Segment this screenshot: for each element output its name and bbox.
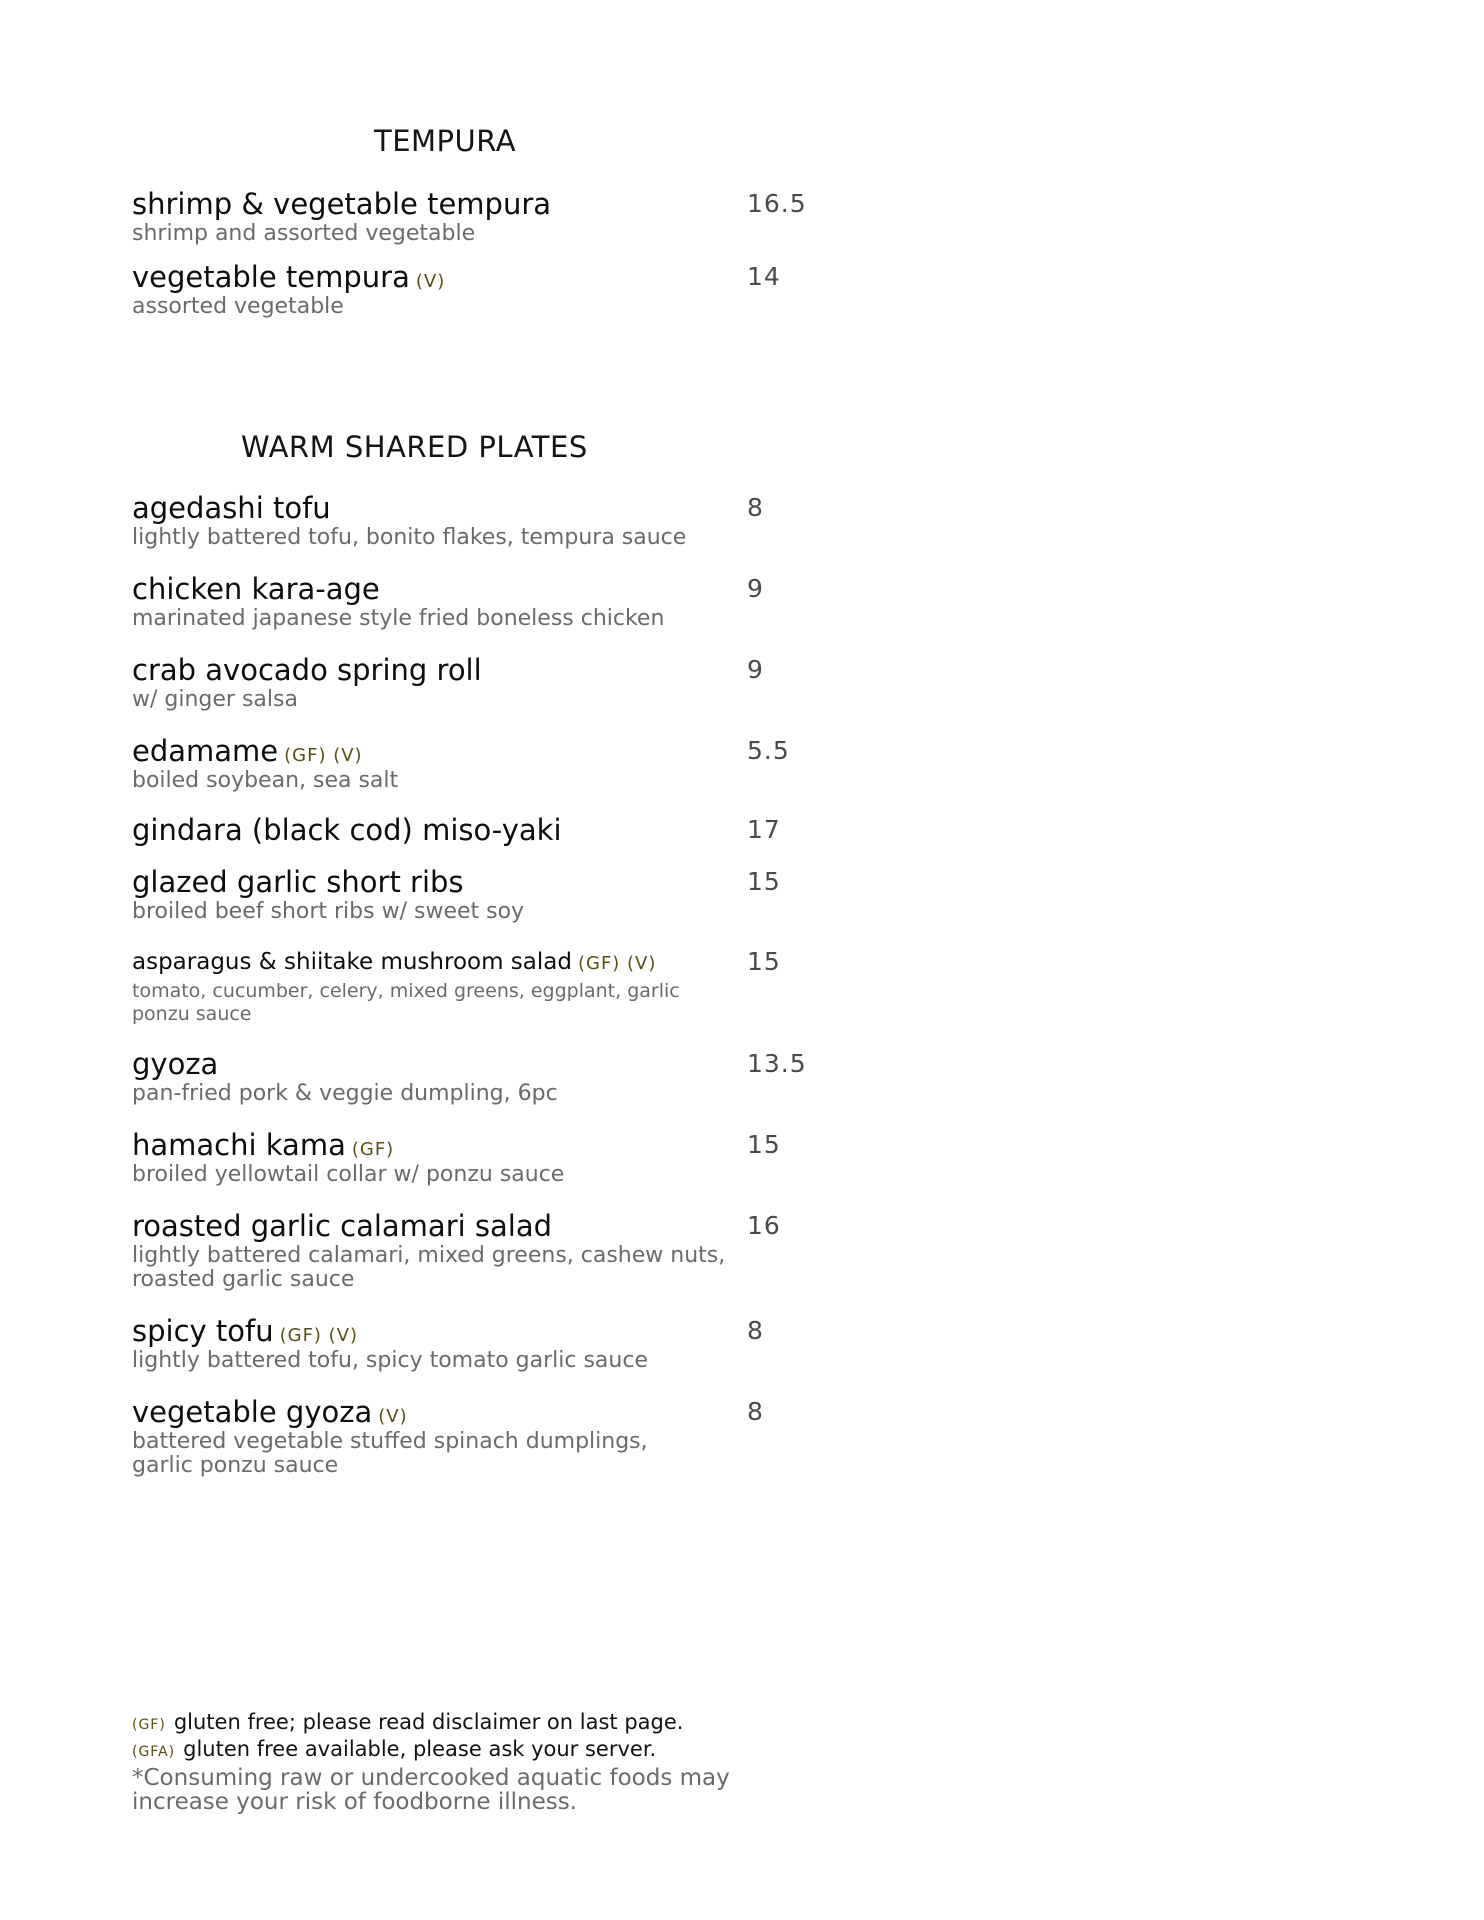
item-name: gyoza — [132, 1047, 219, 1081]
item-name: edamame — [132, 734, 279, 768]
item-name: vegetable gyoza — [132, 1395, 373, 1429]
item-price: 8 — [747, 1397, 764, 1426]
item-name: chicken kara-age — [132, 572, 380, 606]
menu-item-hamachi-kama — [132, 1127, 822, 1187]
dietary-tags: (V) — [378, 1406, 408, 1427]
item-name: vegetable tempura — [132, 260, 410, 294]
gfa-legend — [132, 1737, 792, 1764]
item-description: broiled yellowtail collar w/ ponzu sauce — [132, 1162, 565, 1187]
menu-item-chicken-kara-age — [132, 571, 822, 631]
gfa-tag: (GFA) — [132, 1744, 176, 1760]
item-price: 5.5 — [747, 736, 790, 765]
item-description-line-2: roasted garlic sauce — [132, 1267, 355, 1292]
item-description: lightly battered tofu, bonito flakes, tempura sauce — [132, 525, 687, 550]
item-name: asparagus & shiitake mushroom salad — [132, 949, 572, 975]
item-price: 16 — [747, 1211, 781, 1240]
item-description: battered vegetable stuffed spinach dumplings, — [132, 1429, 648, 1454]
menu-item-spicy-tofu — [132, 1313, 822, 1373]
menu-item-roasted-garlic-calamari-salad — [132, 1208, 822, 1292]
item-name: gindara (black cod) miso-yaki — [132, 813, 562, 847]
item-description: pan-fried pork & veggie dumpling, 6pc — [132, 1081, 558, 1106]
item-price: 9 — [747, 655, 764, 684]
item-price: 15 — [747, 1130, 781, 1159]
dietary-tags: (GF) (V) — [577, 953, 657, 974]
dietary-tags: (GF) (V) — [279, 1325, 359, 1346]
gfa-legend-text: gluten free available, please ask your server. — [183, 1737, 657, 1761]
item-description: broiled beef short ribs w/ sweet soy — [132, 899, 525, 924]
gf-tag: (GF) — [132, 1717, 166, 1733]
item-name: glazed garlic short ribs — [132, 865, 464, 899]
menu-item-asparagus-shiitake-salad — [132, 944, 822, 1026]
item-price: 8 — [747, 1316, 764, 1345]
item-price: 15 — [747, 867, 781, 896]
menu-item-crab-avocado-spring-roll — [132, 652, 822, 712]
item-name: agedashi tofu — [132, 491, 331, 525]
item-description: shrimp and assorted vegetable — [132, 221, 476, 246]
item-price: 13.5 — [747, 1049, 807, 1078]
menu-item-vegetable-gyoza — [132, 1394, 822, 1478]
dietary-tags: (GF) (V) — [284, 745, 363, 766]
item-price: 15 — [747, 947, 781, 976]
item-description: lightly battered tofu, spicy tomato garlic sauce — [132, 1348, 648, 1373]
footer-notes — [132, 1710, 792, 1814]
dietary-tags: (GF) — [351, 1139, 395, 1160]
item-description: assorted vegetable — [132, 294, 344, 319]
item-description: tomato, cucumber, celery, mixed greens, eggplant, garlic — [132, 980, 680, 1002]
item-name: crab avocado spring roll — [132, 653, 482, 687]
menu-item-gindara-miso-yaki — [132, 812, 822, 848]
item-price: 17 — [747, 815, 781, 844]
item-name: roasted garlic calamari salad — [132, 1209, 553, 1243]
item-price: 9 — [747, 574, 764, 603]
item-description: marinated japanese style fried boneless chicken — [132, 606, 665, 631]
gf-legend — [132, 1710, 792, 1737]
item-name: shrimp & vegetable tempura — [132, 187, 552, 221]
section-title-tempura: TEMPURA — [374, 124, 517, 158]
section-title-warm-shared-plates: WARM SHARED PLATES — [241, 430, 588, 464]
item-description: lightly battered calamari, mixed greens, cashew nuts, — [132, 1243, 726, 1268]
item-description: boiled soybean, sea salt — [132, 768, 399, 793]
menu-item-edamame — [132, 733, 822, 793]
menu-item-vegetable-tempura — [132, 259, 822, 319]
item-name: spicy tofu — [132, 1314, 274, 1348]
item-price: 14 — [747, 262, 781, 291]
item-description: w/ ginger salsa — [132, 687, 298, 712]
dietary-tags: (V) — [415, 271, 446, 292]
raw-food-warning: *Consuming raw or undercooked aquatic foods may increase your risk of foodborne illness. — [132, 1765, 730, 1815]
item-description-line-2: ponzu sauce — [132, 1003, 252, 1025]
item-price: 16.5 — [747, 189, 807, 218]
menu-item-agedashi-tofu — [132, 490, 822, 550]
menu-item-shrimp-vegetable-tempura — [132, 186, 822, 246]
gf-legend-text: gluten free; please read disclaimer on last page. — [173, 1710, 684, 1734]
menu-item-glazed-garlic-short-ribs — [132, 864, 822, 924]
item-name: hamachi kama — [132, 1128, 346, 1162]
item-description-line-2: garlic ponzu sauce — [132, 1453, 339, 1478]
item-price: 8 — [747, 493, 764, 522]
menu-item-gyoza — [132, 1046, 822, 1106]
